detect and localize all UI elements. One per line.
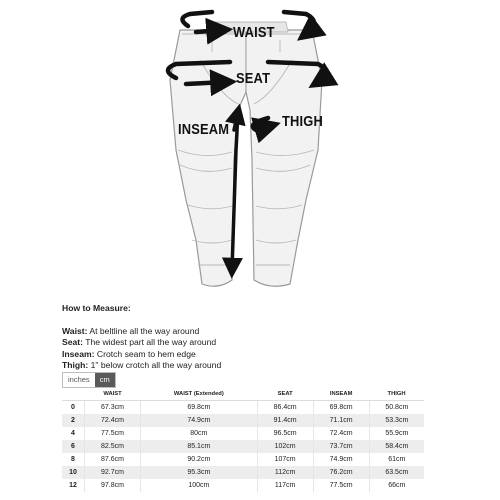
table-cell: 85.1cm — [141, 440, 258, 453]
table-cell: 97.8cm — [85, 479, 141, 492]
table-cell: 77.5cm — [313, 479, 369, 492]
table-cell: 107cm — [257, 453, 313, 466]
table-cell: 77.5cm — [85, 427, 141, 440]
unit-option-inches[interactable]: inches — [68, 375, 90, 384]
table-row — [62, 479, 424, 492]
table-cell: 117cm — [257, 479, 313, 492]
table-cell: 76.2cm — [313, 466, 369, 479]
column-header-seat: SEAT — [257, 388, 313, 401]
table-cell: 66cm — [388, 482, 406, 489]
column-header-waist: WAIST — [85, 388, 141, 401]
table-cell: 67.3cm — [85, 401, 141, 415]
table-cell: 71.1cm — [313, 414, 369, 427]
measure-item-thigh: Thigh: 1" below crotch all the way around — [62, 360, 222, 371]
table-cell: 92.7cm — [85, 466, 141, 479]
table-cell: 80cm — [141, 427, 258, 440]
size-cell: 4 — [62, 427, 85, 440]
column-header-thigh: THIGH — [369, 388, 424, 401]
table-row — [62, 466, 424, 479]
table-cell: 95.3cm — [141, 466, 258, 479]
table-cell: 61cm — [388, 456, 406, 463]
table-cell: 69.8cm — [141, 401, 258, 415]
measure-item-inseam: Inseam: Crotch seam to hem edge — [62, 348, 196, 359]
table-cell: 87.6cm — [85, 453, 141, 466]
column-header-inseam: INSEAM — [313, 388, 369, 401]
table-cell: 102cm — [257, 440, 313, 453]
table-row — [62, 401, 424, 415]
unit-option-cm[interactable]: cm — [95, 373, 115, 387]
table-cell: 73.7cm — [313, 440, 369, 453]
table-cell: 50.8cm — [385, 404, 409, 411]
how-to-measure-title: How to Measure: — [62, 303, 131, 313]
measure-item-waist: Waist: At beltline all the way around — [62, 325, 200, 336]
table-cell: 112cm — [257, 466, 313, 479]
table-cell: 55.9cm — [385, 430, 409, 437]
size-cell: 8 — [62, 453, 85, 466]
table-cell: 74.9cm — [141, 414, 258, 427]
table-cell: 58.4cm — [369, 440, 424, 453]
table-row — [62, 440, 424, 453]
table-cell: 72.4cm — [313, 427, 369, 440]
table-row — [62, 414, 424, 427]
size-cell: 12 — [62, 479, 85, 492]
column-header-size — [62, 388, 85, 401]
waist-label: WAIST — [233, 24, 275, 41]
size-cell: 6 — [62, 440, 85, 453]
table-cell: 96.5cm — [257, 427, 313, 440]
table-cell: 53.3cm — [369, 414, 424, 427]
table-row — [62, 453, 424, 466]
size-cell: 2 — [62, 414, 85, 427]
table-row — [62, 427, 424, 440]
table-cell: 82.5cm — [85, 440, 141, 453]
inseam-label: INSEAM — [178, 121, 230, 138]
seat-label: SEAT — [236, 70, 271, 87]
table-cell: 63.5cm — [369, 466, 424, 479]
table-cell: 90.2cm — [141, 453, 258, 466]
unit-toggle — [62, 372, 116, 388]
table-header-row — [62, 388, 424, 401]
measure-item-seat: Seat: The widest part all the way around — [62, 337, 217, 348]
table-cell: 72.4cm — [85, 414, 141, 427]
how-to-measure — [62, 303, 221, 372]
table-cell: 91.4cm — [257, 414, 313, 427]
table-cell: 86.4cm — [257, 401, 313, 415]
table-cell: 74.9cm — [313, 453, 369, 466]
thigh-label: THIGH — [282, 113, 323, 130]
size-cell: 0 — [62, 401, 85, 415]
column-header-waist-extended: WAIST (Extended) — [141, 388, 258, 401]
size-chart-table — [62, 388, 424, 492]
table-cell: 69.8cm — [313, 401, 369, 415]
size-cell: 10 — [62, 466, 85, 479]
table-cell: 100cm — [141, 479, 258, 492]
